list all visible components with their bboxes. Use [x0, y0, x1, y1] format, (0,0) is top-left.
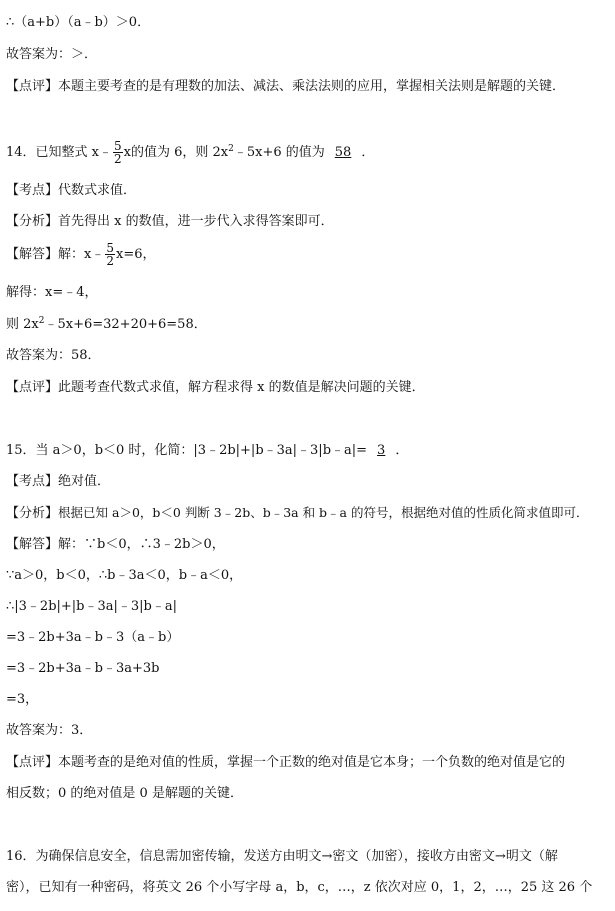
q14-dianping-text: 此题考查代数式求值，解方程求得 x 的数值是解决问题的关键． [58, 380, 425, 395]
q14-frac-den: 2 [114, 152, 122, 166]
q14-dianping [6, 379, 425, 397]
q14-kaodian-text: 代数式求值． [58, 183, 137, 198]
q15-jieda-tag: 【解答】 [6, 537, 59, 552]
q15-step4: =3﹣2b+3a﹣b﹣3a+3b [6, 661, 160, 676]
q15-kaodian [6, 473, 110, 491]
q14-kaodian [6, 182, 136, 200]
q14-fenxi-text: 首先得出 x 的数值，进一步代入求得答案即可． [58, 214, 334, 229]
q15-step2: ∴|3﹣2b|+|b﹣3a|﹣3|b﹣a| [6, 599, 177, 614]
q14-frac-num: 5 [114, 139, 122, 153]
q16-line2: 密），已知有一种密码，将英文 26 个小写字母 a，b，c，…，z 依次对应 0，1，2，…，25 这 26 个 [6, 880, 593, 895]
q15-stem [6, 442, 408, 460]
q14-after-sup: ﹣5x+6 的值为 [233, 145, 325, 160]
q14-kaodian-tag: 【考点】 [6, 183, 59, 198]
q14-stem [6, 138, 374, 168]
q15-answer: 3 [377, 443, 386, 458]
q14-jieda-suffix: x=6， [116, 247, 156, 262]
q16-line1: 16．为确保信息安全，信息需加密传输，发送方由明文→密文（加密），接收方由密文→明文（解 [6, 849, 558, 864]
q14-step2-a: 则 2x [6, 317, 39, 332]
comment-tag: 【点评】 [6, 79, 59, 94]
q14-step2 [6, 316, 207, 334]
q15-stem-text: 15．当 a＞0，b＜0 时，化简：|3﹣2b|+|b﹣3a|﹣3|b﹣a|= [6, 443, 368, 458]
q14-step2-b: ﹣5x+6=32+20+6=58． [44, 317, 207, 332]
q15-step1: ∵a＞0，b＜0，∴b﹣3a＜0，b﹣a＜0， [6, 568, 243, 583]
q15-final: 故答案为：3． [6, 723, 93, 738]
q14-jieda-den: 2 [106, 254, 114, 268]
q15-kaodian-text: 绝对值． [58, 474, 111, 489]
q14-step1: 解得：x=﹣4， [6, 285, 98, 300]
comment-line [6, 78, 565, 96]
q14-dianping-tag: 【点评】 [6, 380, 59, 395]
q14-answer: 58 [334, 145, 352, 160]
q15-kaodian-tag: 【考点】 [6, 474, 59, 489]
q15-end: ． [395, 443, 409, 458]
q14-jieda-fraction [105, 242, 115, 267]
q15-fenxi-text: 根据已知 a＞0，b＜0 判断 3﹣2b、b﹣3a 和 b﹣a 的符号，根据绝对值的性质化简求值即可． [58, 505, 589, 520]
q14-prefix: 14．已知整式 x﹣ [6, 145, 113, 160]
q14-step2-sup: 2 [38, 316, 45, 326]
q15-dianping-text1: 本题考查的是绝对值的性质，掌握一个正数的绝对值是它本身；一个负数的绝对值是它的 [58, 755, 566, 770]
q14-fenxi-tag: 【分析】 [6, 214, 59, 229]
q15-fenxi-tag: 【分析】 [6, 506, 59, 521]
q15-step3: =3﹣2b+3a﹣b﹣3（a﹣b） [6, 630, 180, 645]
q14-sup: 2 [228, 144, 234, 154]
q15-dianping-tag: 【点评】 [6, 755, 59, 770]
therefore-line: ∴（a+b）（a﹣b）＞0． [6, 15, 151, 30]
q15-jieda-text: 解：∵b＜0，∴3﹣2b＞0， [58, 537, 225, 552]
comment-text: 本题主要考查的是有理数的加法、减法、乘法法则的应用，掌握相关法则是解题的关键． [58, 79, 566, 94]
q15-dianping [6, 754, 565, 772]
q14-jieda-tag: 【解答】 [6, 247, 59, 262]
q15-fenxi [6, 504, 589, 522]
q14-final: 故答案为：58． [6, 348, 101, 363]
q14-fenxi [6, 213, 334, 231]
q14-jieda [6, 240, 156, 270]
q14-jieda-prefix: 解：x﹣ [58, 247, 105, 262]
q15-step5: =3， [6, 692, 39, 707]
q15-jieda [6, 536, 225, 554]
q14-jieda-num: 5 [106, 241, 114, 255]
answer-line: 故答案为：＞． [6, 47, 98, 62]
q14-fraction [113, 140, 123, 165]
q14-end: ． [361, 145, 375, 160]
q14-mid: x的值为 6，则 2x [123, 145, 229, 160]
q15-dianping-cont: 相反数；0 的绝对值是 0 是解题的关键． [6, 786, 243, 801]
